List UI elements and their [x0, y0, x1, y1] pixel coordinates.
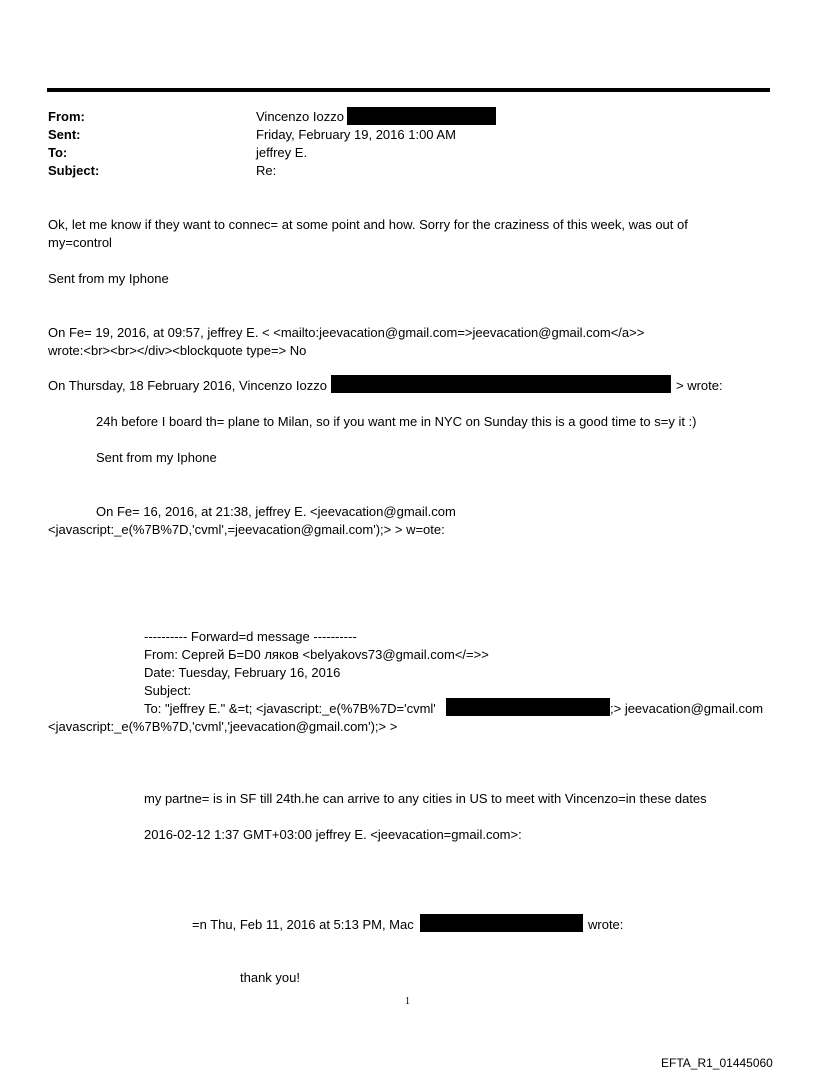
body-line: thank you!	[240, 970, 300, 985]
header-rule	[47, 88, 770, 92]
body-line: ;> jeevacation@gmail.com	[610, 701, 764, 716]
body-line: On Fe= 19, 2016, at 09:57, jeffrey E. < <mailto:jeevacation@gmail.com=>jeevacation@gmail.com</a>>	[48, 325, 645, 340]
document-id: EFTA_R1_01445060	[661, 1056, 773, 1070]
sent-value: Friday, February 19, 2016 1:00 AM	[256, 127, 456, 142]
subject-value: Re:	[256, 163, 277, 178]
body-line: 24h before I board th= plane to Milan, so if you want me in NYC on Sunday this is a good time to s=y it :)	[96, 414, 697, 429]
from-value: Vincenzo Iozzo	[256, 109, 344, 124]
to-label: To:	[48, 145, 68, 160]
body-line: Ok, let me know if they want to connec= at some point and how. Sorry for the craziness of this week, was out of	[48, 217, 688, 232]
to-value: jeffrey E.	[256, 145, 308, 160]
body-line: Date: Tuesday, February 16, 2016	[144, 665, 341, 680]
body-line: Sent from my Iphone	[96, 450, 217, 465]
body-line: my=control	[48, 235, 112, 250]
redaction-box	[420, 914, 583, 932]
body-line: wrote:<br><br></div><blockquote type=> No	[48, 343, 307, 358]
body-line: Subject:	[144, 683, 191, 698]
body-line: <javascript:_e(%7B%7D,'cvml',=jeevacation@gmail.com');> > w=ote:	[48, 522, 445, 537]
body-line: ---------- Forward=d message ----------	[144, 629, 357, 644]
body-line: my partne= is in SF till 24th.he can arrive to any cities in US to meet with Vincenzo=in these dates	[144, 791, 707, 806]
body-line: wrote:	[588, 917, 624, 932]
body-line: =n Thu, Feb 11, 2016 at 5:13 PM, Mac	[192, 917, 414, 932]
body-line: To: "jeffrey E." &=t; <javascript:_e(%7B%7D='cvml'	[144, 701, 436, 716]
body-line: > wrote:	[676, 378, 723, 393]
body-line: <javascript:_e(%7B%7D,'cvml','jeevacation@gmail.com');> >	[48, 719, 398, 734]
body-line: On Thursday, 18 February 2016, Vincenzo Iozzo	[48, 378, 327, 393]
body-line: 2016-02-12 1:37 GMT+03:00 jeffrey E. <jeevacation=gmail.com>:	[144, 827, 522, 842]
body-line: On Fe= 16, 2016, at 21:38, jeffrey E. <jeevacation@gmail.com	[96, 504, 456, 519]
subject-label: Subject:	[48, 163, 100, 178]
body-line: From: Сергей Б=D0 ляков <belyakovs73@gmail.com</=>>	[144, 647, 489, 662]
redaction-box	[331, 375, 671, 393]
sent-label: Sent:	[48, 127, 81, 142]
redaction-box	[347, 107, 496, 125]
page-number: 1	[405, 996, 410, 1007]
redaction-box	[446, 698, 610, 716]
body-line: Sent from my Iphone	[48, 271, 169, 286]
from-label: From:	[48, 109, 85, 124]
